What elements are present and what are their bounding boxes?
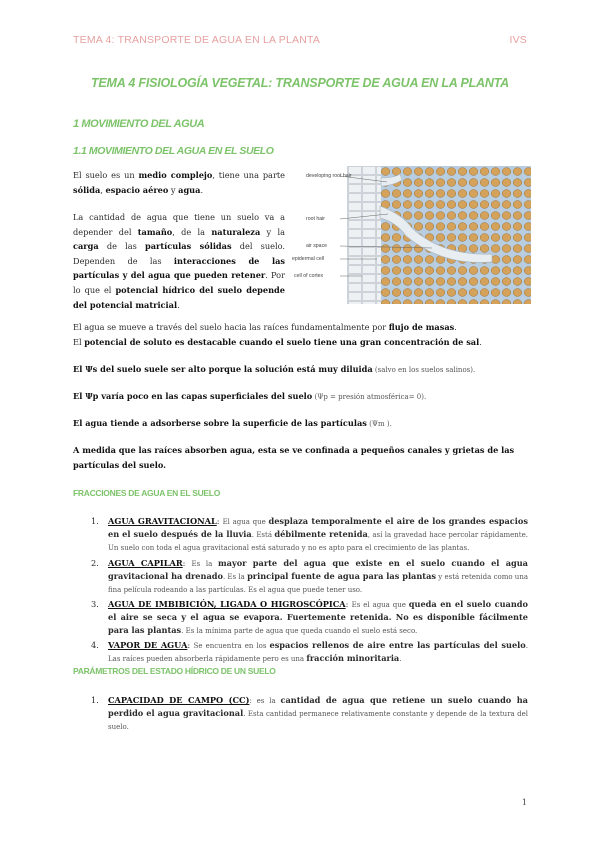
header-initials: IVS: [509, 34, 527, 46]
heading-movimiento-agua: 1 MOVIMIENTO DEL AGUA: [73, 118, 205, 130]
soil-root-figure: [292, 166, 531, 304]
list-item: 1. AGUA GRAVITACIONAL: El agua que desplaza temporalmente el aire de los grandes espacios en el suelo después de la lluvia. Está débilmente retenida, así la gravedad hace percolar rápidamente. Un suelo con toda el agua gravitacional está saturado y no es apto para el crecimiento de las plantas.: [91, 516, 528, 553]
root-cortex: [347, 166, 381, 304]
list-item: 3. AGUA DE IMBIBICIÓN, LIGADA O HIGROSCÓPICA: Es el agua que queda en el suelo cuando el aire se seca y el agua se evapora. Fuertemente retenida. No es disponible fácilmente para las plantas. Es la mínima parte de agua que queda cuando el suelo está seco.: [91, 599, 528, 635]
fractions-list: [73, 515, 528, 667]
page-header: [73, 34, 527, 50]
figure-label-cell-of-cortex: cell of cortex: [294, 273, 324, 279]
page-number: 1: [521, 798, 527, 807]
params-list: [73, 694, 528, 736]
list-item: 4. VAPOR DE AGUA: Se encuentra en los espacios rellenos de aire entre las partículas del suelo. Las raíces pueden absorberla rápidamente pero es una fracción minoritaria.: [91, 639, 528, 664]
intro-paragraph-1: El suelo es un medio complejo, tiene una parte sólida, espacio aéreo y agua.: [73, 170, 285, 195]
heading-parametros: PARÁMETROS DEL ESTADO HÍDRICO DE UN SUELO: [73, 666, 276, 676]
intro-paragraph-2: La cantidad de agua que tiene un suelo va a depender del tamaño, de la naturaleza y la carga de las partículas sólidas del suelo. Dependen de las interacciones de las partículas y del agua que pueden retener. Por lo que el potencial hídrico del suelo depende del potencial matricial.: [73, 212, 285, 310]
document-title: TEMA 4 FISIOLOGÍA VEGETAL: TRANSPORTE DE AGUA EN LA PLANTA: [90, 76, 510, 90]
paragraph-canales: A medida que las raíces absorben agua, esta se ve confinada a pequeños canales y grietas de las partículas del suelo.: [73, 445, 515, 470]
figure-label-air-space: air space: [306, 243, 328, 249]
list-item: 2. AGUA CAPILAR: Es la mayor parte del agua que existe en el suelo cuando el agua gravitacional ha drenado. Es la principal fuente de agua para las plantas y está retenida como una fina película rodeando a las partículas. Es el agua que puede tener uso.: [91, 557, 529, 595]
paragraph-psi-m: El agua tiende a adsorberse sobre la superficie de las partículas (Ψm ).: [73, 418, 392, 428]
paragraph-psi-s: El Ψs del suelo suele ser alto porque la solución está muy diluida (salvo en los suelos salinos).: [73, 364, 476, 374]
heading-agua-suelo: 1.1 MOVIMIENTO DEL AGUA EN EL SUELO: [73, 145, 274, 157]
list-item: 1. CAPACIDAD DE CAMPO (CC): es la cantidad de agua que retiene un suelo cuando ha perdido el agua gravitacional. Esta cantidad permanece relativamente constante y depende de la textura del suelo.: [91, 695, 528, 732]
figure-label-root-hair: root hair: [306, 216, 326, 222]
heading-fracciones: FRACCIONES DE AGUA EN EL SUELO: [73, 488, 221, 498]
header-topic: TEMA 4: TRANSPORTE DE AGUA EN LA PLANTA: [73, 34, 321, 46]
paragraph-flujo-masas: El agua se mueve a través del suelo hacia las raíces fundamentalmente por flujo de masas. El potencial de soluto es destacable cuando el suelo tiene una gran concentración de sal.: [73, 322, 482, 347]
paragraph-psi-p: El Ψp varía poco en las capas superficiales del suelo (Ψp = presión atmosférica= 0).: [73, 391, 427, 401]
soil-particles: [374, 166, 531, 304]
figure-label-developing-root-hair: developing root hair: [306, 173, 352, 179]
figure-label-epidermal-cell: epidermal cell: [292, 256, 325, 262]
